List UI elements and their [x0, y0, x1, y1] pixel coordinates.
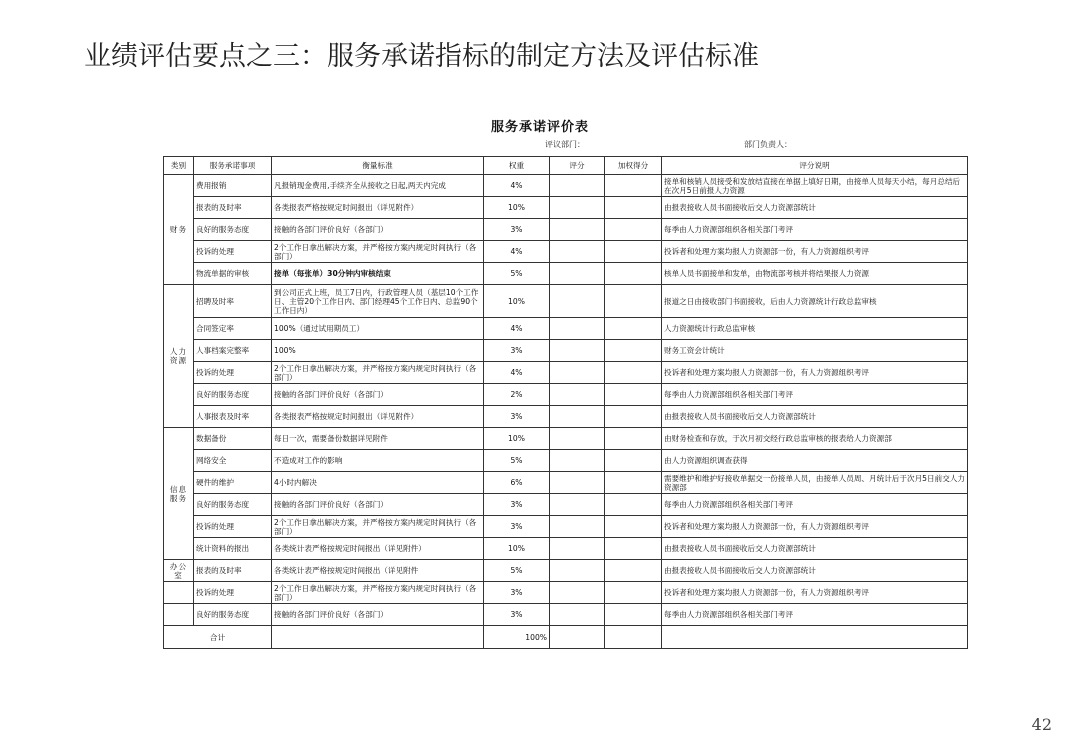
weight-cell: 3%	[484, 406, 550, 428]
item-cell: 投诉的处理	[194, 241, 272, 263]
score-cell[interactable]	[550, 241, 605, 263]
standard-cell: 各类统计表严格按规定时间报出（详见附件	[272, 560, 484, 582]
score-cell[interactable]	[550, 362, 605, 384]
category-finance: 财务	[164, 175, 194, 285]
weight-cell: 4%	[484, 241, 550, 263]
table-row	[164, 582, 968, 604]
table-title: 服务承诺评价表	[490, 120, 589, 135]
weighted-score-cell[interactable]	[605, 362, 662, 384]
standard-cell: 凡报销现金费用,手续齐全从接收之日起,两天内完成	[272, 175, 484, 197]
item-cell: 统计资料的报出	[194, 538, 272, 560]
standard-cell: 2个工作日拿出解决方案，并严格按方案内规定时间执行（各部门）	[272, 582, 484, 604]
weighted-score-cell[interactable]	[605, 516, 662, 538]
weighted-score-cell[interactable]	[605, 318, 662, 340]
weighted-score-cell[interactable]	[605, 406, 662, 428]
table-row	[164, 560, 968, 582]
weight-cell: 3%	[484, 340, 550, 362]
weight-cell: 4%	[484, 318, 550, 340]
table-row	[164, 472, 968, 494]
standard-cell: 接触的各部门评价良好（各部门）	[272, 494, 484, 516]
score-cell[interactable]	[550, 428, 605, 450]
weighted-score-cell[interactable]	[605, 340, 662, 362]
note-cell: 投诉者和处理方案均报人力资源部一份，有人力资源组织考评	[662, 362, 968, 384]
standard-cell: 接触的各部门评价良好（各部门）	[272, 604, 484, 626]
table-row	[164, 494, 968, 516]
item-cell: 良好的服务态度	[194, 219, 272, 241]
standard-cell: 不造成对工作的影响	[272, 450, 484, 472]
item-cell: 合同签定率	[194, 318, 272, 340]
table-row	[164, 285, 968, 318]
note-cell: 每季由人力资源部组织各相关部门考评	[662, 604, 968, 626]
standard-cell: 2个工作日拿出解决方案，并严格按方案内规定时间执行（各部门）	[272, 362, 484, 384]
standard-cell: 各类统计表严格按规定时间报出（详见附件）	[272, 538, 484, 560]
note-cell: 核单人员书面接单和发单，由物流部考核并将结果报人力资源	[662, 263, 968, 285]
note-cell: 投诉者和处理方案均报人力资源部一份，有人力资源组织考评	[662, 241, 968, 263]
score-cell[interactable]	[550, 494, 605, 516]
dept-label: 评议部门：	[545, 140, 585, 149]
table-row	[164, 604, 968, 626]
weight-cell: 4%	[484, 362, 550, 384]
score-cell[interactable]	[550, 318, 605, 340]
note-cell: 投诉者和处理方案均报人力资源部一份，有人力资源组织考评	[662, 516, 968, 538]
score-cell[interactable]	[550, 175, 605, 197]
item-cell: 人事档案完整率	[194, 340, 272, 362]
table-row	[164, 450, 968, 472]
item-cell: 良好的服务态度	[194, 604, 272, 626]
table-row	[164, 263, 968, 285]
item-cell: 投诉的处理	[194, 582, 272, 604]
weighted-score-cell[interactable]	[605, 428, 662, 450]
table-row	[164, 241, 968, 263]
weighted-score-cell[interactable]	[605, 263, 662, 285]
note-cell: 人力资源统计行政总监审核	[662, 318, 968, 340]
score-cell[interactable]	[550, 285, 605, 318]
standard-cell: 2个工作日拿出解决方案，并严格按方案内规定时间执行（各部门）	[272, 516, 484, 538]
note-cell: 由报表接收人员书面接收后交人力资源部统计	[662, 197, 968, 219]
note-cell: 接单和核销人员接受和发放结直接在单据上填好日期，由接单人员每天小结，每月总结后在次月5日前报人力资源	[662, 175, 968, 197]
item-cell: 良好的服务态度	[194, 494, 272, 516]
weighted-score-cell[interactable]	[605, 450, 662, 472]
weight-cell: 3%	[484, 494, 550, 516]
note-cell: 每季由人力资源部组织各相关部门考评	[662, 219, 968, 241]
item-cell: 报表的及时率	[194, 560, 272, 582]
weight-cell: 3%	[484, 219, 550, 241]
table-row	[164, 197, 968, 219]
weighted-score-cell[interactable]	[605, 604, 662, 626]
weighted-score-cell[interactable]	[605, 384, 662, 406]
weight-cell: 10%	[484, 285, 550, 318]
weighted-score-cell[interactable]	[605, 285, 662, 318]
note-cell: 每季由人力资源部组织各相关部门考评	[662, 384, 968, 406]
note-cell: 财务工资会计统计	[662, 340, 968, 362]
category-it: 信息服务	[164, 428, 194, 560]
total-note-blank	[662, 626, 968, 649]
table-row	[164, 538, 968, 560]
col-header-category: 类别	[164, 157, 194, 175]
category-hr: 人力资源	[164, 285, 194, 428]
weighted-score-cell[interactable]	[605, 472, 662, 494]
weighted-score-cell[interactable]	[605, 494, 662, 516]
page-number: 42	[1031, 715, 1052, 734]
table-header-row	[164, 157, 968, 175]
table-row	[164, 175, 968, 197]
col-header-score: 评分	[550, 157, 605, 175]
category-blank	[164, 582, 194, 604]
total-standard-blank	[272, 626, 484, 649]
weight-cell: 5%	[484, 560, 550, 582]
standard-cell: 100%（通过试用期员工）	[272, 318, 484, 340]
score-cell[interactable]	[550, 340, 605, 362]
table-row	[164, 384, 968, 406]
score-cell[interactable]	[550, 516, 605, 538]
total-row	[164, 626, 968, 649]
weight-cell: 3%	[484, 582, 550, 604]
score-cell[interactable]	[550, 384, 605, 406]
weighted-score-cell[interactable]	[605, 560, 662, 582]
note-cell: 报道之日由接收部门书面接收，后由人力资源统计行政总监审核	[662, 285, 968, 318]
total-weight: 100%	[484, 626, 550, 649]
category-office: 办公室	[164, 560, 194, 582]
item-cell: 数据备份	[194, 428, 272, 450]
weight-cell: 5%	[484, 263, 550, 285]
standard-cell: 2个工作日拿出解决方案，并严格按方案内规定时间执行（各部门）	[272, 241, 484, 263]
score-cell[interactable]	[550, 582, 605, 604]
item-cell: 投诉的处理	[194, 516, 272, 538]
standard-cell: 接触的各部门评价良好（各部门）	[272, 384, 484, 406]
score-cell[interactable]	[550, 219, 605, 241]
score-cell[interactable]	[550, 560, 605, 582]
table-row	[164, 362, 968, 384]
col-header-notes: 评分说明	[662, 157, 968, 175]
head-label: 部门负责人：	[744, 140, 792, 149]
item-cell: 招聘及时率	[194, 285, 272, 318]
item-cell: 费用报销	[194, 175, 272, 197]
weight-cell: 6%	[484, 472, 550, 494]
standard-cell: 接单（每张单）30分钟内审核结束	[272, 263, 484, 285]
table-row	[164, 406, 968, 428]
weighted-score-cell[interactable]	[605, 582, 662, 604]
score-cell[interactable]	[550, 604, 605, 626]
item-cell: 人事报表及时率	[194, 406, 272, 428]
standard-cell: 接触的各部门评价良好（各部门）	[272, 219, 484, 241]
weighted-score-cell[interactable]	[605, 538, 662, 560]
total-label: 合计	[164, 626, 272, 649]
score-cell[interactable]	[550, 450, 605, 472]
table-row	[164, 516, 968, 538]
total-score-cell[interactable]	[550, 626, 605, 649]
weight-cell: 4%	[484, 175, 550, 197]
table-row	[164, 219, 968, 241]
table-row	[164, 340, 968, 362]
item-cell: 硬件的维护	[194, 472, 272, 494]
standard-cell: 到公司正式上班，员工7日内，行政管理人员（基层10个工作日、主管20个工作日内、部门经理45个工作日内、总监90个工作日内）	[272, 285, 484, 318]
score-cell[interactable]	[550, 538, 605, 560]
evaluation-table	[163, 156, 968, 649]
weighted-score-cell[interactable]	[605, 219, 662, 241]
note-cell: 由人力资源组织调查获得	[662, 450, 968, 472]
weighted-score-cell[interactable]	[605, 175, 662, 197]
weight-cell: 3%	[484, 516, 550, 538]
score-cell[interactable]	[550, 197, 605, 219]
item-cell: 物流单据的审核	[194, 263, 272, 285]
standard-cell: 各类报表严格按规定时间报出（详见附件）	[272, 197, 484, 219]
weight-cell: 10%	[484, 428, 550, 450]
col-header-weight: 权重	[484, 157, 550, 175]
weighted-score-cell[interactable]	[605, 197, 662, 219]
total-weighted-score-cell[interactable]	[605, 626, 662, 649]
note-cell: 每季由人力资源部组织各相关部门考评	[662, 494, 968, 516]
item-cell: 良好的服务态度	[194, 384, 272, 406]
col-header-weighted-score: 加权得分	[605, 157, 662, 175]
score-cell[interactable]	[550, 472, 605, 494]
standard-cell: 4小时内解决	[272, 472, 484, 494]
standard-cell: 每日一次，需要备份数据详见附件	[272, 428, 484, 450]
weight-cell: 3%	[484, 604, 550, 626]
table-row	[164, 318, 968, 340]
note-cell: 由财务检查和存放，于次月初交经行政总监审核的报表给人力资源部	[662, 428, 968, 450]
weighted-score-cell[interactable]	[605, 241, 662, 263]
table-row	[164, 428, 968, 450]
note-cell: 由报表接收人员书面接收后交人力资源部统计	[662, 406, 968, 428]
weight-cell: 10%	[484, 538, 550, 560]
note-cell: 由报表接收人员书面接收后交人力资源部统计	[662, 538, 968, 560]
item-cell: 网络安全	[194, 450, 272, 472]
weight-cell: 2%	[484, 384, 550, 406]
weight-cell: 10%	[484, 197, 550, 219]
note-cell: 需要维护和维护好接收单据交一份接单人员，由接单人员周、月统计后于次月5日前交人力资源部	[662, 472, 968, 494]
score-cell[interactable]	[550, 263, 605, 285]
note-cell: 投诉者和处理方案均报人力资源部一份，有人力资源组织考评	[662, 582, 968, 604]
item-cell: 报表的及时率	[194, 197, 272, 219]
item-cell: 投诉的处理	[194, 362, 272, 384]
score-cell[interactable]	[550, 406, 605, 428]
weight-cell: 5%	[484, 450, 550, 472]
standard-cell: 各类报表严格按规定时间报出（详见附件）	[272, 406, 484, 428]
category-blank	[164, 604, 194, 626]
note-cell: 由报表接收人员书面接收后交人力资源部统计	[662, 560, 968, 582]
col-header-standard: 衡量标准	[272, 157, 484, 175]
col-header-item: 服务承诺事项	[194, 157, 272, 175]
slide-title: 业绩评估要点之三：服务承诺指标的制定方法及评估标准	[84, 41, 759, 72]
standard-cell: 100%	[272, 340, 484, 362]
